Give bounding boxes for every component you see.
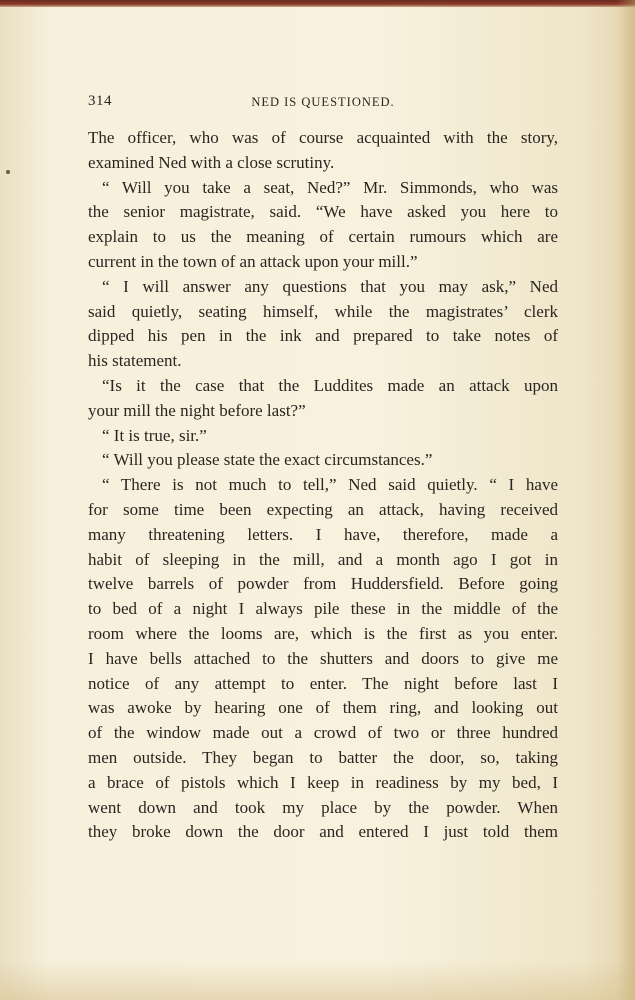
text-line: they broke down the door and entered I just told them [88, 822, 558, 842]
text-line: men outside. They began to batter the door, so, taking [88, 747, 558, 767]
text-line: a brace of pistols which I keep in readiness by my bed, I [88, 772, 558, 792]
page-bottom-shadow [0, 960, 635, 1000]
text-line: your mill the night before last?” [88, 400, 306, 420]
text-line: “ It is true, sir.” [102, 425, 207, 445]
text-line: habit of sleeping in the mill, and a month ago I got in [88, 549, 558, 569]
text-line: dipped his pen in the ink and prepared to take notes of [88, 326, 558, 346]
text-line: was awoke by hearing one of them ring, and looking out [88, 698, 558, 718]
text-line: twelve barrels of powder from Huddersfield. Before going [88, 574, 558, 594]
text-line: “ I will answer any questions that you may ask,” Ned [102, 276, 558, 296]
text-line: I have bells attached to the shutters and doors to give me [88, 648, 558, 668]
page-right-shadow [617, 0, 635, 1000]
text-line: the senior magistrate, said. “We have asked you here to [88, 202, 558, 222]
text-line: “Is it the case that the Luddites made an attack upon [102, 375, 558, 395]
text-line: many threatening letters. I have, therefore, made a [88, 524, 558, 544]
text-line: “ Will you take a seat, Ned?” Mr. Simmonds, who was [102, 177, 558, 197]
text-line: notice of any attempt to enter. The night before last I [88, 673, 558, 693]
page-number: 314 [88, 93, 112, 109]
text-line: of the window made out a crowd of two or three hundred [88, 723, 558, 743]
page-top-edge [0, 0, 635, 7]
text-line: “ There is not much to tell,” Ned said quietly. “ I have [102, 475, 558, 495]
page-header [88, 93, 558, 113]
text-line: to bed of a night I always pile these in the middle of the [88, 599, 558, 619]
margin-mark [6, 170, 10, 174]
text-line: The officer, who was of course acquainted with the story, [88, 128, 558, 147]
text-line: went down and took my place by the powder. When [88, 797, 558, 817]
text-line: for some time been expecting an attack, having received [88, 499, 558, 519]
text-line: said quietly, seating himself, while the magistrates’ clerk [88, 301, 558, 321]
text-line: current in the town of an attack upon your mill.” [88, 251, 418, 271]
text-line: room where the looms are, which is the first as you enter. [88, 623, 558, 643]
text-line: examined Ned with a close scrutiny. [88, 152, 335, 172]
body-text [88, 126, 558, 845]
running-title: NED IS QUESTIONED. [251, 95, 395, 109]
text-line: “ Will you please state the exact circumstances.” [102, 450, 433, 470]
text-line: explain to us the meaning of certain rumours which are [88, 227, 558, 247]
text-line: his statement. [88, 351, 182, 371]
